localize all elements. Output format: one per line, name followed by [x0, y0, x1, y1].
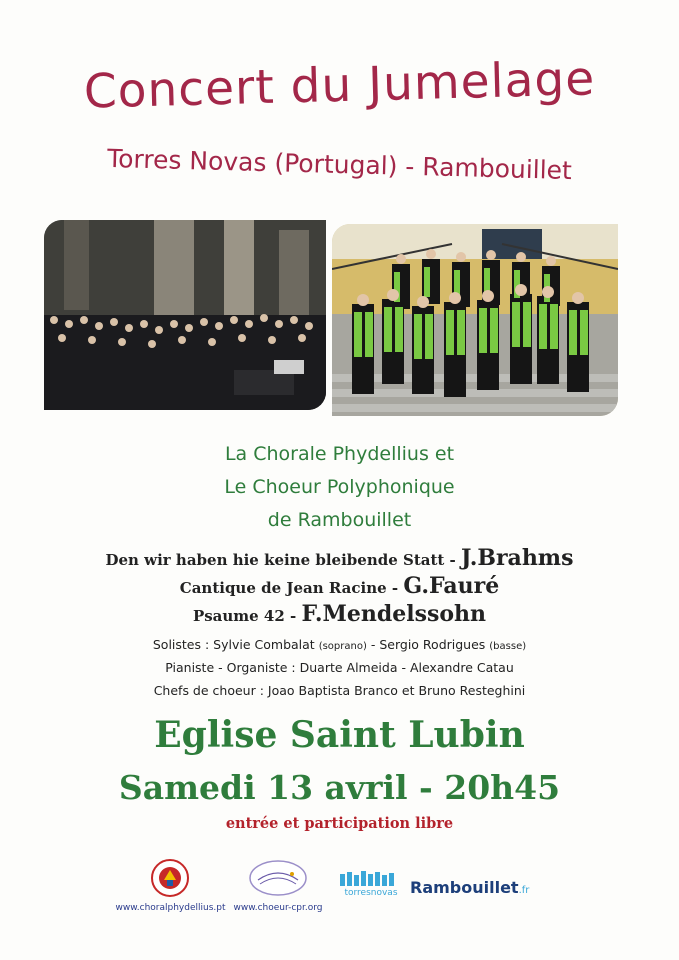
concert-title: Concert du Jumelage — [83, 51, 596, 120]
soloist-2-voice: (basse) — [489, 641, 527, 652]
soloists-label: Solistes : — [152, 637, 214, 652]
photo-choir-church — [44, 220, 326, 410]
photo-choir-steps — [332, 224, 618, 416]
program-work: Den wir haben hie keine bleibende Statt - — [105, 551, 462, 569]
program-composer: F.Mendelssohn — [301, 601, 487, 627]
phydellius-logo — [150, 858, 190, 898]
torres-novas-logo-icon — [340, 870, 400, 886]
soloist-1: Sylvie Combalat — [213, 637, 315, 652]
rambouillet-suffix: .fr — [518, 885, 530, 896]
rambouillet-logo — [410, 878, 529, 897]
program-item-brahms — [0, 545, 679, 571]
credits-conductors: Chefs de choeur : Joao Baptista Branco et Bruno Resteghini — [153, 683, 526, 698]
concert-date: Samedi 13 avril - 20h45 — [118, 768, 561, 807]
program-item-mendelssohn — [0, 601, 679, 627]
entry-note: entrée et participation libre — [225, 815, 454, 832]
phydellius-url[interactable]: www.choralphydellius.pt — [115, 903, 226, 913]
choir-line-3: de Rambouillet — [267, 509, 412, 531]
rambouillet-name: Rambouillet — [410, 878, 519, 897]
credits-soloists — [0, 637, 679, 652]
soloist-2: Sergio Rodrigues — [379, 637, 486, 652]
soloist-1-voice: (soprano) — [318, 641, 367, 652]
photo-choir-church-illustration — [44, 220, 326, 410]
program-work: Cantique de Jean Racine - — [179, 579, 404, 597]
choir-line-1: La Chorale Phydellius et — [224, 443, 455, 465]
choir-line-2: Le Choeur Polyphonique — [224, 476, 455, 498]
choeur-logo — [248, 858, 308, 898]
torres-novas-label: torresnovas — [344, 888, 398, 898]
program-item-faure — [0, 573, 679, 599]
photo-choir-steps-illustration — [332, 224, 618, 416]
venue: Eglise Saint Lubin — [154, 714, 525, 756]
concert-subtitle: Torres Novas (Portugal) - Rambouillet — [106, 143, 573, 186]
program-composer: J.Brahms — [461, 545, 574, 571]
program-work: Psaume 42 - — [192, 607, 302, 625]
choeur-logo-icon — [248, 858, 308, 898]
phydellius-logo-icon — [150, 858, 190, 898]
soloist-separator: - — [366, 637, 380, 652]
credits-pianists: Pianiste - Organiste : Duarte Almeida - Alexandre Catau — [165, 660, 514, 675]
program-composer: G.Fauré — [403, 573, 500, 599]
choeur-url[interactable]: www.choeur-cpr.org — [233, 903, 323, 913]
